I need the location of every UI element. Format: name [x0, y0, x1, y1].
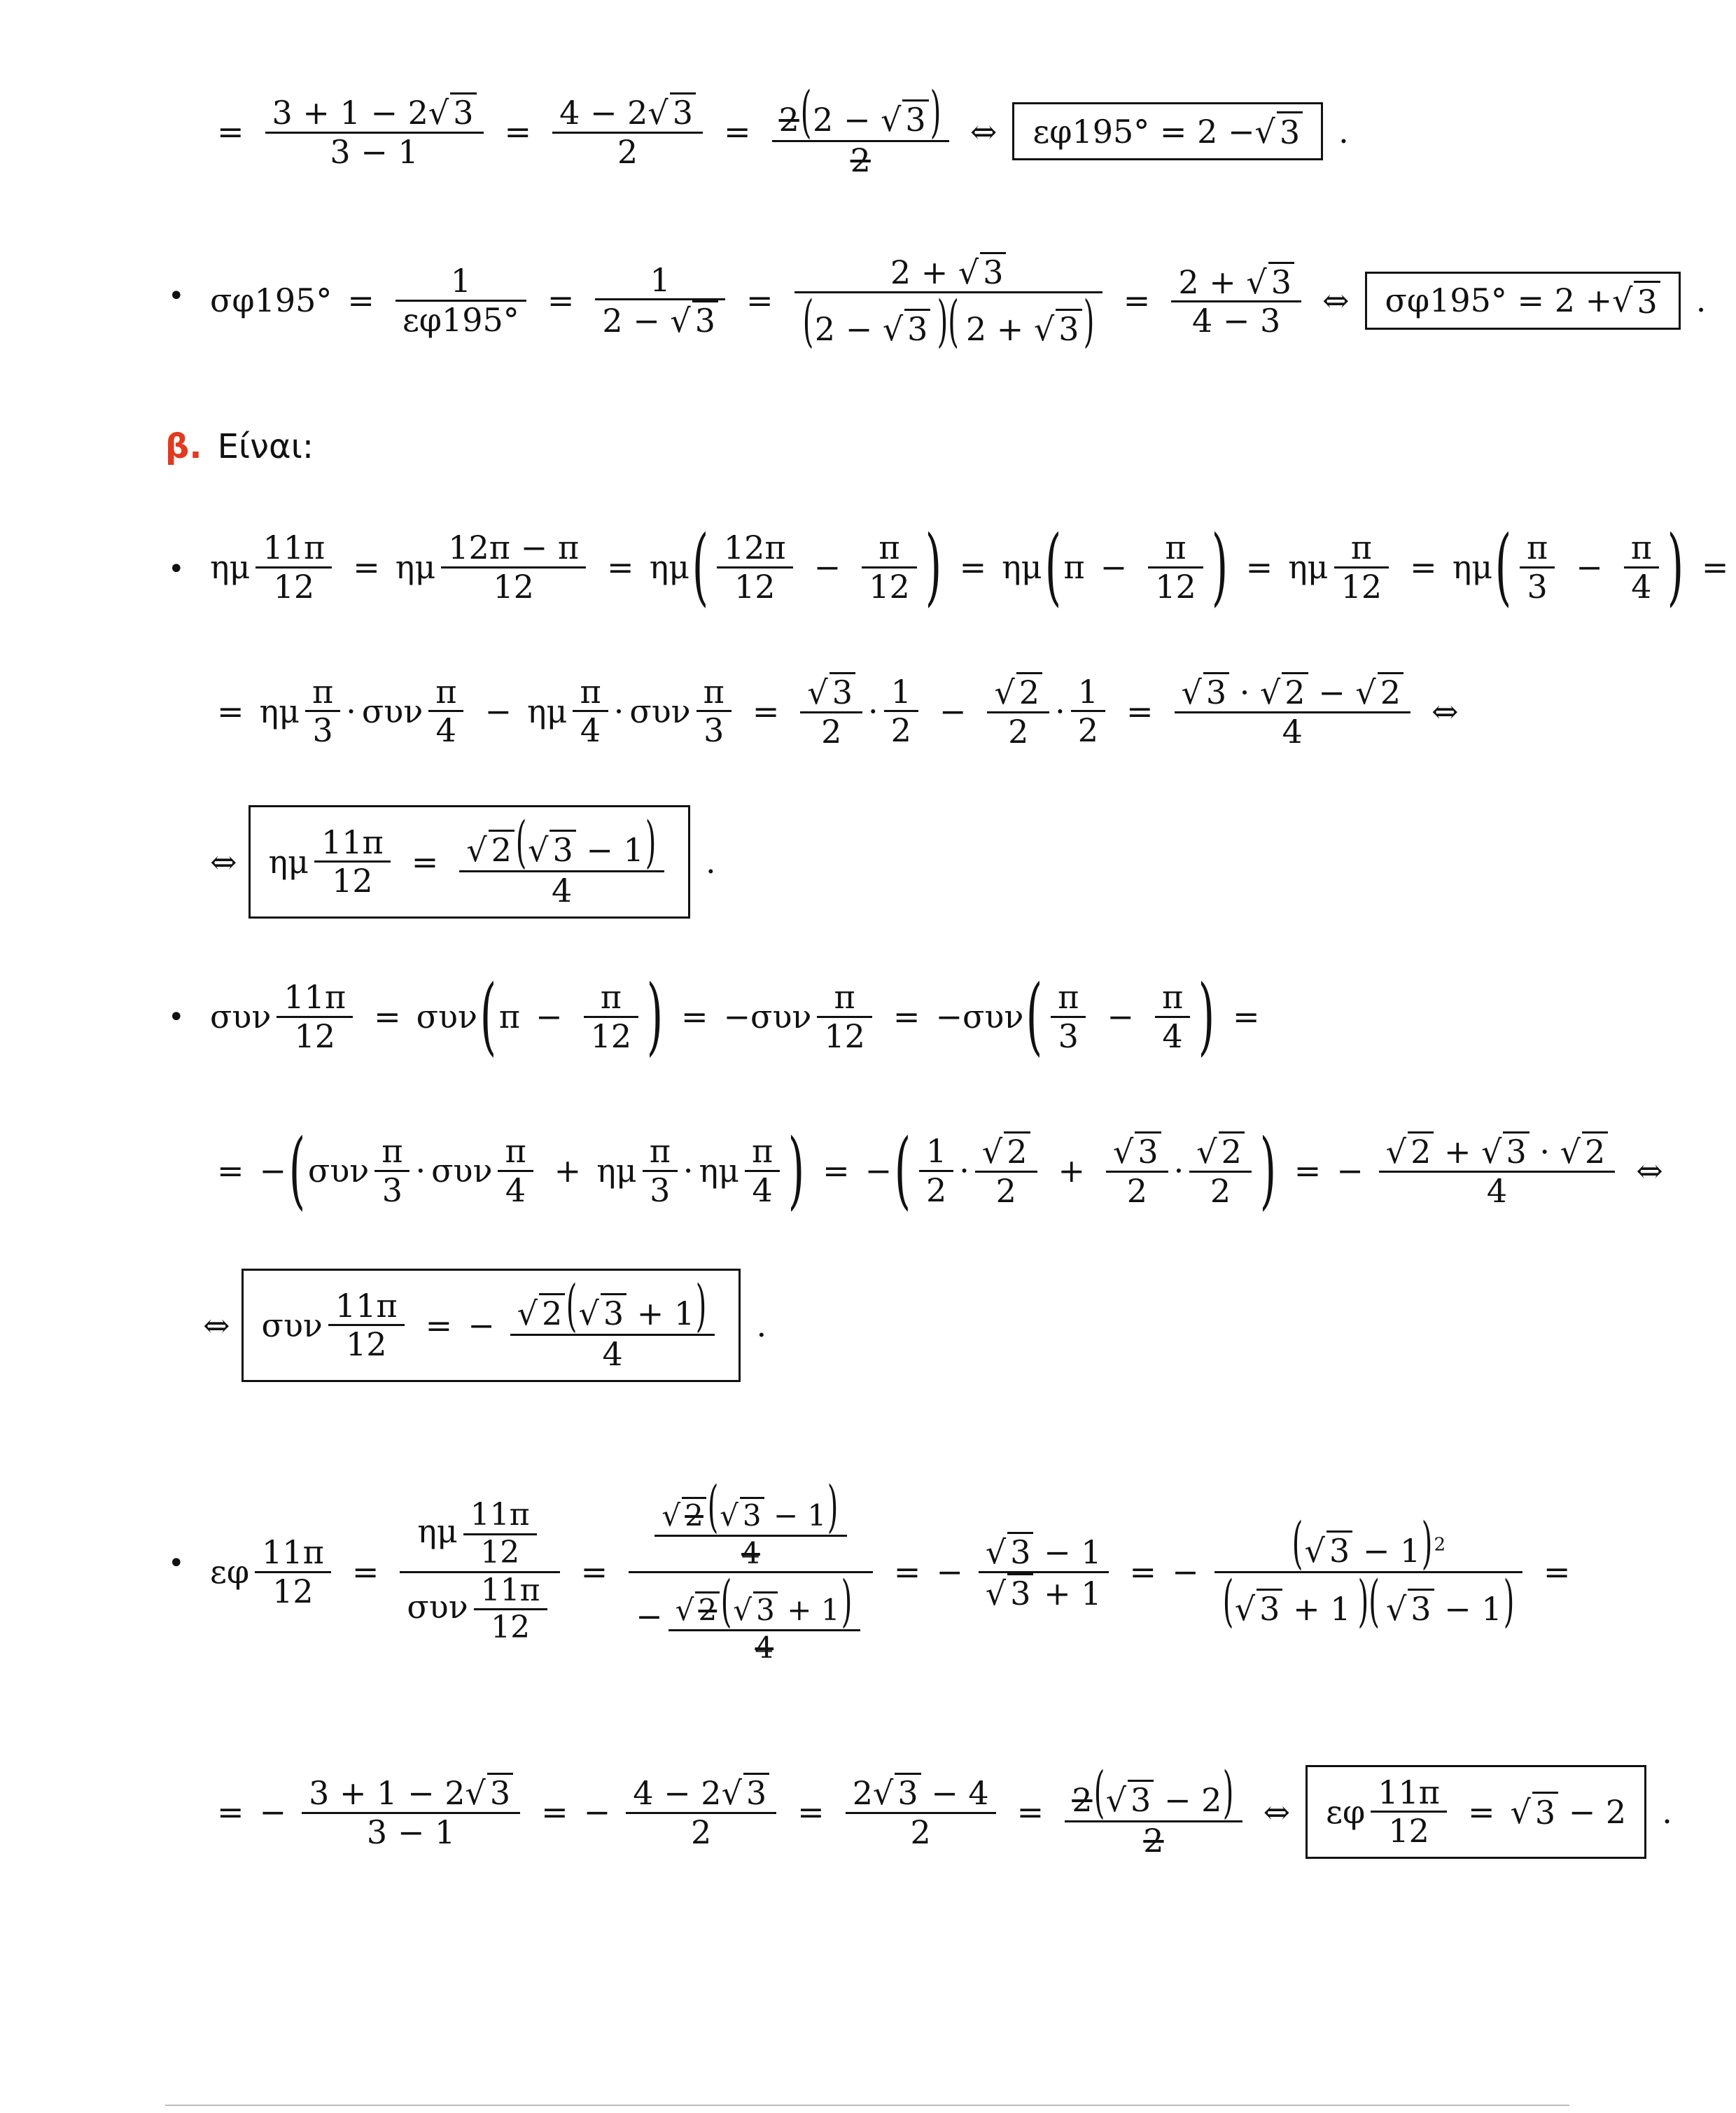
bullet: • [168, 280, 185, 312]
equals-sign: = [217, 112, 244, 151]
equation-line-tan-result: = − $\frac{3 + 1 - 2√ 3}{3 - 1}$ = − $\frac{4 - 2√ 3}{2}$ = $\frac{2√ 3 - 4}{2}$ = $\frac{2(√ 3 - 2)}{2}$ ⇔ εφ $\frac{11\pi}{12}$ = √ 3 − 2 . [217, 1759, 1672, 1860]
equation-line-cos-result: ⇔ συν $\frac{11\pi}{12}$ = − $\frac{√ 2(√ 3 + 1)}{4}$ . [203, 1269, 766, 1382]
result-box: ημ $\frac{11\pi}{12}$ = $\frac{√ 2(√ 3 - 1)}{4}$ [248, 805, 690, 919]
equation-line-cot195: σφ195° = $\frac{1}{\varepsilon\varphi 195^\circ}$ = $\frac{1}{2 - √ 3}$ = $\frac{2 + √ 3}{(2 - √ 3 )( 2 + √ 3)}$ = $\frac{2 + √ 3}{4 - 3}$ ⇔ σφ195° = 2 + √ 3 . [210, 253, 1707, 354]
fraction: $\frac{4 - 2√ 3}{2}$ [552, 92, 703, 171]
iff-symbol: ⇔ [969, 112, 997, 151]
result-box: εφ $\frac{11\pi}{12}$ = √ 3 − 2 [1306, 1765, 1646, 1860]
section-beta-heading: β. Είναι: [165, 427, 314, 466]
equation-line-sin-expand: = ημ $\frac{\pi}{3}$ · συν $\frac{\pi}{4}$ − ημ $\frac{\pi}{4}$ · συν $\frac{\pi}{3}$ = $\frac{√ 3}{2}$ · $\frac{1}{2}$ − $\frac{√ 2}{2}$ · $\frac{1}{2}$ = $\frac{√ 3 \cdot √ 2 - √ 2}{4}$ ⇔ [217, 672, 1459, 751]
footer-rule [165, 2105, 1569, 2106]
fraction: $\frac{3 + 1 - 2√ 3}{3 - 1}$ [265, 92, 484, 171]
result-box: εφ195° = 2 − √ 3 [1012, 102, 1323, 160]
fraction: $\frac{2(2 - √ 3)}{2}$ [772, 84, 949, 179]
equation-line-tan-11pi12: εφ $\frac{11\pi}{12}$ = ημ $\frac{11\pi}{12}$ συν $\frac{11\pi}{12}$ = $\frac{√ 2(√ 3 - 1)}{4}$ − $\frac{√ 2(√ 3 + 1)}{4}$ = − $\frac{√ 3 - 1}{√ 3 + 1}$ = − $\frac{(√ 3 - 1)^2}{(√ 3 + 1 )( √ 3 - 1)}$ = [210, 1474, 1571, 1665]
equation-line-sin-result: ⇔ ημ $\frac{11\pi}{12}$ = $\frac{√ 2(√ 3 - 1)}{4}$ . [210, 805, 716, 919]
result-box: σφ195° = 2 + √ 3 [1365, 272, 1681, 330]
result-box: συν $\frac{11\pi}{12}$ = − $\frac{√ 2(√ 3 + 1)}{4}$ [241, 1269, 741, 1382]
equation-line-tan195-end: = $\frac{3 + 1 - 2√ 3}{3 - 1}$ = $\frac{4 - 2√ 3}{2}$ = $\frac{2(2 - √ 3)}{2}$ ⇔ εφ195° = 2 − √ 3 . [217, 79, 1349, 179]
equation-line-cos-11pi12: συν $\frac{11\pi}{12}$ = συν ( π − $\frac{\pi}{12}$ ) = − συν $\frac{\pi}{12}$ = − συν ( $\frac{\pi}{3}$ − $\frac{\pi}{4}$ ) = [210, 968, 1260, 1065]
equation-line-cos-expand: = − ( συν $\frac{\pi}{3}$ · συν $\frac{\pi}{4}$ + ημ $\frac{\pi}{3}$ · ημ $\frac{\pi}{4}$ ) = − ( $\frac{1}{2}$ · $\frac{√ 2}{2}$ + $\frac{√ 3}{2}$ · $\frac{√ 2}{2}$ ) = − $\frac{√ 2 + √ 3 \cdot √ 2}{4}$ ⇔ [217, 1122, 1663, 1219]
equation-line-sin-11pi12: ημ $\frac{11\pi}{12}$ = ημ $\frac{12\pi - \pi}{12}$ = ημ ( $\frac{12\pi}{12}$ − $\frac{\pi}{12}$ ) = ημ ( π − $\frac{\pi}{12}$ ) = ημ $\frac{\pi}{12}$ = ημ ( $\frac{\pi}{3}$ − $\frac{\pi}{4}$ ) = [210, 518, 1729, 615]
